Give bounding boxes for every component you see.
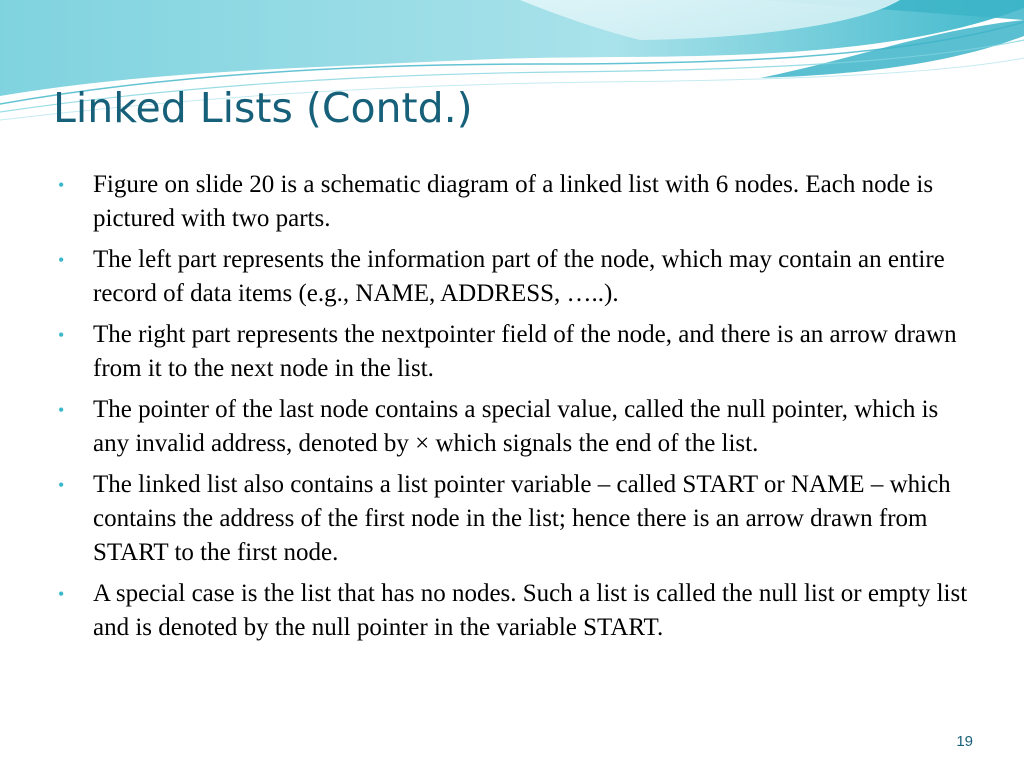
bullet-icon: •	[58, 400, 65, 420]
bullet-item	[58, 468, 970, 570]
bullet-item	[58, 243, 970, 311]
bullet-item	[58, 168, 970, 236]
bullet-text: Figure on slide 20 is a schematic diagram of a linked list with 6 nodes. Each node is pictured with two parts.	[93, 171, 934, 232]
bullet-text: The pointer of the last node contains a special value, called the null pointer, which is any invalid address, denoted by × which signals the end of the list.	[93, 396, 939, 457]
bullet-list	[58, 168, 970, 652]
bullet-text: A special case is the list that has no nodes. Such a list is called the null list or empty list and is denoted by the null pointer in the variable START.	[93, 580, 968, 641]
bullet-text: The right part represents the nextpointer field of the node, and there is an arrow drawn from it to the next node in the list.	[93, 321, 957, 382]
bullet-icon: •	[58, 475, 65, 495]
bullet-icon: •	[58, 325, 65, 345]
slide-title: Linked Lists (Contd.)	[53, 84, 473, 132]
slide-number: 19	[956, 733, 973, 750]
bullet-item	[58, 577, 970, 645]
bullet-item	[58, 318, 970, 386]
bullet-icon: •	[58, 175, 65, 195]
bullet-item	[58, 393, 970, 461]
bullet-icon: •	[58, 250, 65, 270]
bullet-text: The linked list also contains a list pointer variable – called START or NAME – which contains the address of the first node in the list; hence there is an arrow drawn from START to the first node.	[93, 471, 951, 566]
bullet-icon: •	[58, 584, 65, 604]
bullet-text: The left part represents the information part of the node, which may contain an entire record of data items (e.g., NAME, ADDRESS, …..).	[93, 246, 945, 307]
